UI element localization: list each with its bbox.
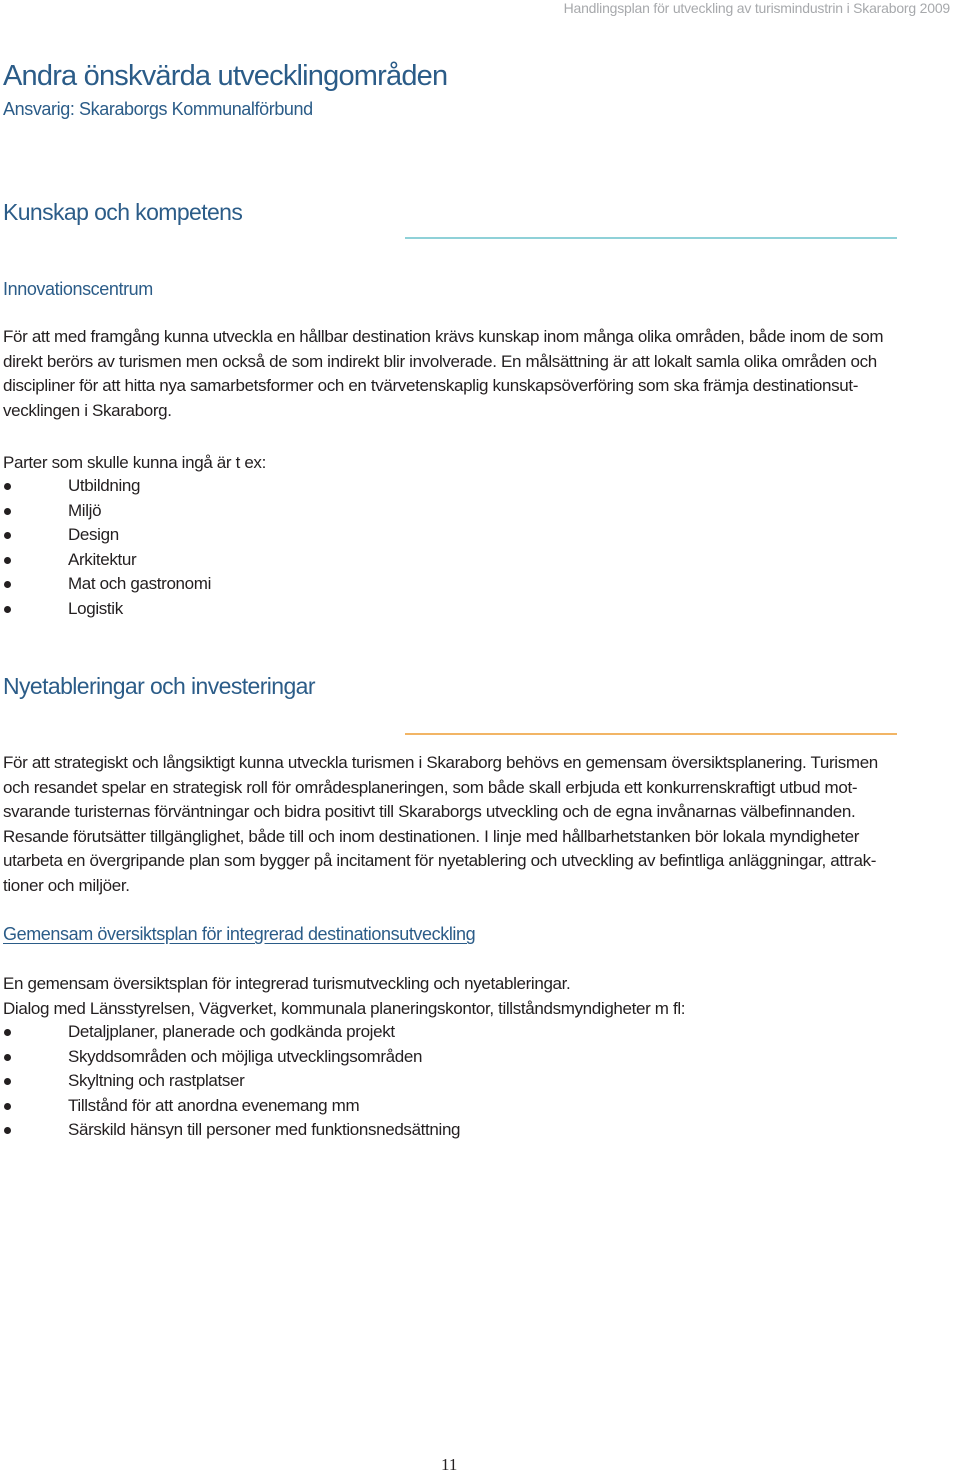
- paragraph-nyetableringar: [3, 751, 903, 898]
- paragraph-line: Dialog med Länsstyrelsen, Vägverket, kommunala planeringskontor, tillståndsmyndigheter m fl:: [3, 998, 686, 1018]
- paragraph-line: vecklingen i Skaraborg.: [3, 400, 172, 420]
- intro-oversiktsplan: [3, 972, 903, 1021]
- list-item: [0, 1094, 460, 1119]
- paragraph-line: och resandet spelar en strategisk roll för områdesplaneringen, som både skall erbjuda ett konkurrenskraftigt utbud mot-: [3, 777, 858, 797]
- paragraph-line: En gemensam översiktsplan för integrerad turismutveckling och nyetableringar.: [3, 974, 571, 993]
- subheading-innovationscentrum: Innovationscentrum: [3, 279, 153, 299]
- responsible-line: Ansvarig: Skaraborgs Kommunalförbund: [3, 99, 313, 119]
- list-item: [0, 572, 211, 597]
- list-item-label: Utbildning: [68, 476, 141, 495]
- bullet-list-parter: [0, 474, 211, 622]
- paragraph-line: Resande förutsätter tillgänglighet, både till och inom destinationen. I linje med hållbarhetstanken bör lokala myndigheter: [3, 826, 860, 846]
- paragraph-line: direkt berörs av turismen men också de som indirekt blir involverade. En målsättning är att lokalt samla olika områden och: [3, 351, 877, 371]
- bullet-list-oversiktsplan: [0, 1020, 460, 1143]
- list-item-label: Detaljplaner, planerade och godkända projekt: [68, 1022, 395, 1041]
- section-title-kunskap: Kunskap och kompetens: [3, 199, 243, 225]
- bullet-icon: [4, 1078, 11, 1085]
- paragraph-innovationscentrum: [3, 325, 903, 423]
- list-item-label: Särskild hänsyn till personer med funktionsnedsättning: [68, 1120, 461, 1140]
- paragraph-line: För att med framgång kunna utveckla en hållbar destination krävs kunskap inom många olika områden, både inom de som: [3, 327, 884, 346]
- list-item: [0, 1118, 460, 1143]
- bullet-icon: [4, 483, 11, 490]
- paragraph-line: svarande turisternas förväntningar och bidra positivt till Skaraborgs utveckling och de egna invånarnas välbefinnanden.: [3, 802, 856, 821]
- page-title: Andra önskvärda utvecklingområden: [3, 60, 448, 92]
- list-item: [0, 499, 211, 524]
- bullet-icon: [4, 1103, 11, 1110]
- list-item: [0, 474, 211, 499]
- list-item-label: Mat och gastronomi: [68, 574, 211, 594]
- list-item: [0, 523, 211, 548]
- list-item-label: Skyddsområden och möjliga utvecklingsområden: [68, 1046, 423, 1066]
- list-item: [0, 1045, 460, 1070]
- paragraph-line: tioner och miljöer.: [3, 875, 130, 895]
- list-item: [0, 597, 211, 622]
- bullet-icon: [4, 508, 11, 515]
- list-item: [0, 1069, 460, 1094]
- section-divider-teal: [405, 237, 897, 239]
- list-item-label: Skyltning och rastplatser: [68, 1071, 245, 1091]
- list-item: [0, 548, 211, 573]
- list-item-label: Tillstånd för att anordna evenemang mm: [68, 1095, 360, 1115]
- subheading-oversiktsplan: Gemensam översiktsplan för integrerad destinationsutveckling: [3, 924, 476, 944]
- paragraph-line: För att strategiskt och långsiktigt kunna utveckla turismen i Skaraborg behövs en gemensam översiktsplanering. Turismen: [3, 753, 878, 772]
- bullet-icon: [4, 581, 11, 588]
- list-item-label: Logistik: [68, 598, 123, 618]
- list-intro-parter: Parter som skulle kunna ingå är t ex:: [3, 453, 266, 472]
- bullet-icon: [4, 532, 11, 539]
- bullet-icon: [4, 1127, 11, 1134]
- bullet-icon: [4, 606, 11, 613]
- list-item-label: Arkitektur: [68, 549, 137, 569]
- paragraph-line: utarbeta en övergripande plan som bygger på incitament för nyetablering och utveckling av befintliga anläggningar, attrak-: [3, 851, 877, 870]
- section-title-nyetableringar: Nyetableringar och investeringar: [3, 673, 315, 699]
- list-item: [0, 1020, 460, 1045]
- section-divider-orange: [405, 733, 897, 735]
- bullet-icon: [4, 1029, 11, 1036]
- paragraph-line: discipliner för att hitta nya samarbetsformer och en tvärvetenskaplig kunskapsöverföring som ska främja destinationsut-: [3, 376, 859, 395]
- running-header: Handlingsplan för utveckling av turismindustrin i Skaraborg 2009: [563, 0, 950, 16]
- list-item-label: Design: [68, 525, 119, 545]
- list-item-label: Miljö: [68, 500, 102, 520]
- page-number: 11: [441, 1455, 458, 1474]
- bullet-icon: [4, 557, 11, 564]
- bullet-icon: [4, 1054, 11, 1061]
